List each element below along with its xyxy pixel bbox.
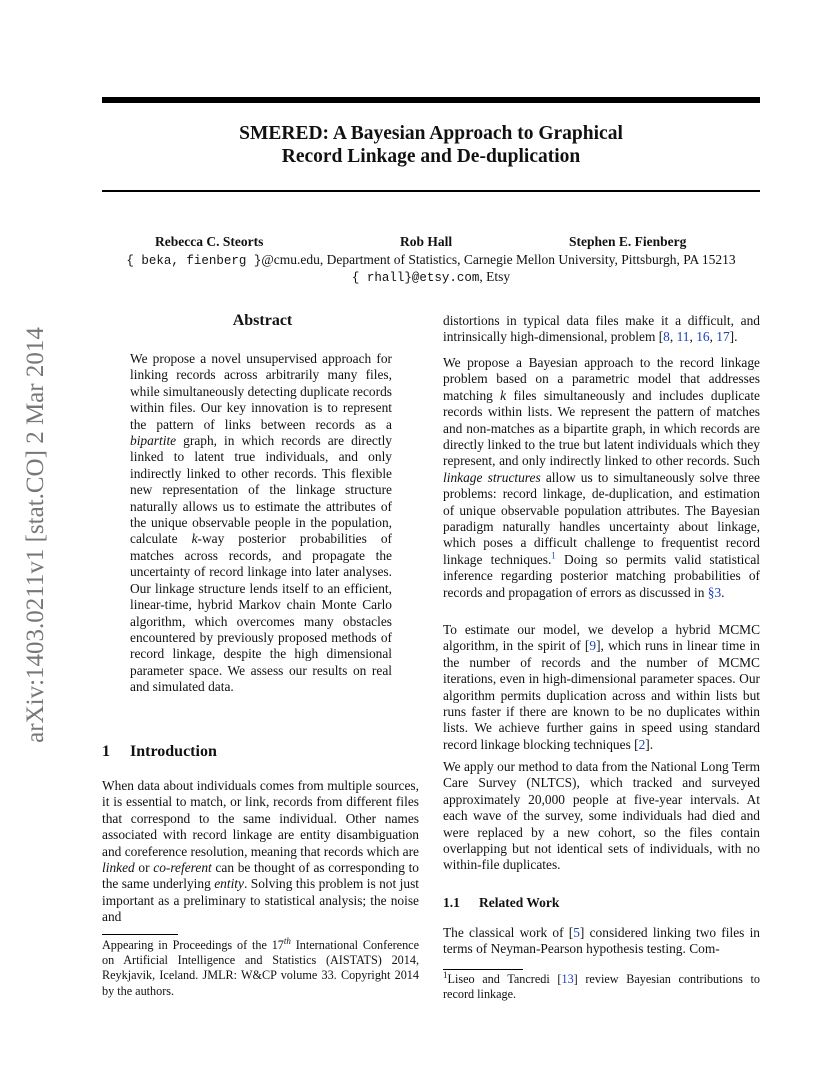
title-line-1: SMERED: A Bayesian Approach to Graphical: [239, 123, 623, 144]
title-bottom-rule: [102, 190, 760, 192]
footnote-link[interactable]: 1: [551, 550, 556, 561]
arxiv-identifier: arXiv:1403.0211v1 [stat.CO] 2 Mar 2014: [22, 327, 49, 743]
right-paragraph-5: The classical work of [5] considered linking two files in terms of Neyman-Pearson hypothesis testing. Com-: [443, 925, 761, 957]
citation-link[interactable]: 16: [696, 329, 710, 345]
introduction-body: When data about individuals comes from multiple sources, it is essential to match, or link, records from different files that correspond to the same individual. Other names associated with record linkage are entity disambiguation and coreference resolution, meaning that records which are linked or co-referent can be thought of as corresponding to the same underlying entity. Solving this problem is not just important as a preliminary to statistical analysis; the noise and: [102, 778, 419, 925]
section-title: Introduction: [130, 743, 217, 760]
right-paragraph-1: distortions in typical data files make it a difficult, and intrinsically high-dimensional, problem [8, 11, 16, 17].: [443, 313, 760, 345]
author-fienberg: Stephen E. Fienberg: [569, 234, 687, 249]
author-steorts: Rebecca C. Steorts: [155, 234, 264, 249]
citation-link[interactable]: 2: [638, 736, 646, 752]
introduction-heading: [102, 743, 217, 761]
section-link[interactable]: §3: [707, 584, 722, 600]
footnote-rule-right: [443, 969, 523, 970]
right-paragraph-3: To estimate our model, we develop a hybrid MCMC algorithm, in the spirit of [9], which runs in linear time in the number of records and the number of MCMC iterations, even in high-dimensional parameter spaces. Our algorithm permits duplication across and within lists but runs faster if there are known to be no duplicates within lists. We achieve further gains in speed using standard record linkage blocking techniques [2].: [443, 622, 760, 752]
right-paragraph-2: We propose a Bayesian approach to the record linkage problem based on a parametric model that addresses matching k files simultaneously and includes duplicate records within lists. We represent the pattern of matches and non-matches as a bipartite graph, in which records are directly linked to the true but latent individuals which they represent, and only indirectly linked to other records. Such linkage structures allow us to simultaneously solve three problems: record linkage, de-duplication, and estimation of unique observable population attributes. The Bayesian paradigm naturally handles uncertainty about linkage, which poses a difficult challenge to frequentist record linkage techniques.$^1$ Doing so permits valid statistical inference regarding posterior matching probabilities of records and propagation of errors as discussed in §3.: [443, 355, 761, 600]
affiliation-etsy: [102, 268, 760, 287]
abstract-body: We propose a novel unsupervised approach for linking records across arbitrarily many files, while simultaneously detecting duplicate records within files. Our key innovation is to represent the pattern of links between records as a bipartite graph, in which records are directly linked to latent true individuals, and only indirectly linked to other records. This flexible new representation of the linkage structure naturally allows us to estimate the attributes of the unique observable people in the population, calculate k-way posterior probabilities of matches across records, and propagate the uncertainty of record linkage into later analyses. Our linkage structure lends itself to an efficient, linear-time, hybrid Markov chain Monte Carlo algorithm, which overcomes many obstacles encountered by previously proposed methods of record linkage, despite the high dimensional parameter space. We assess our results on real and simulated data.: [130, 351, 392, 695]
author-hall: Rob Hall: [400, 234, 453, 249]
right-paragraph-4: We apply our method to data from the National Long Term Care Survey (NLTCS), which tracked and surveyed approximately 20,000 people at five-year intervals. At each wave of the survey, some individuals had died and were replaced by a new cohort, so the files contain overlapping but not identical sets of individuals, with no within-file duplicates.: [443, 759, 760, 873]
etsy-domain: @etsy.com: [411, 271, 480, 285]
citation-link[interactable]: 17: [716, 329, 730, 345]
paper-title: [102, 122, 760, 168]
subsection-title: Related Work: [479, 895, 560, 910]
title-line-2: Record Linkage and De-duplication: [281, 146, 581, 167]
etsy-affiliation: , Etsy: [479, 269, 511, 284]
citation-link[interactable]: 9: [589, 638, 597, 654]
citation-link[interactable]: 5: [573, 925, 580, 940]
abstract-heading: Abstract: [232, 312, 293, 329]
related-work-heading: [443, 895, 559, 911]
subsection-number: 1.1: [443, 895, 460, 910]
cmu-affiliation: @cmu.edu, Department of Statistics, Carnegie Mellon University, Pittsburgh, PA 15213: [261, 252, 736, 267]
citation-link[interactable]: 13: [561, 972, 574, 986]
cmu-emails: { beka, fienberg }: [126, 254, 262, 268]
footnote-1: $^1$Liseo and Tancredi [13] review Bayesian contributions to record linkage.: [443, 969, 760, 1002]
etsy-emails: { rhall}: [351, 271, 412, 285]
footnote-rule-left: [102, 934, 178, 935]
citation-link[interactable]: 11: [676, 329, 690, 345]
citation-link[interactable]: 8: [663, 329, 670, 345]
title-top-rule: [102, 97, 760, 103]
section-number: 1: [102, 743, 110, 760]
proceedings-footnote: Appearing in Proceedings of the 17th International Conference on Artificial Intelligence and Statistics (AISTATS) 2014, Reykjavik, Iceland. JMLR: W&CP volume 33. Copyright 2014 by the authors.: [102, 935, 420, 998]
